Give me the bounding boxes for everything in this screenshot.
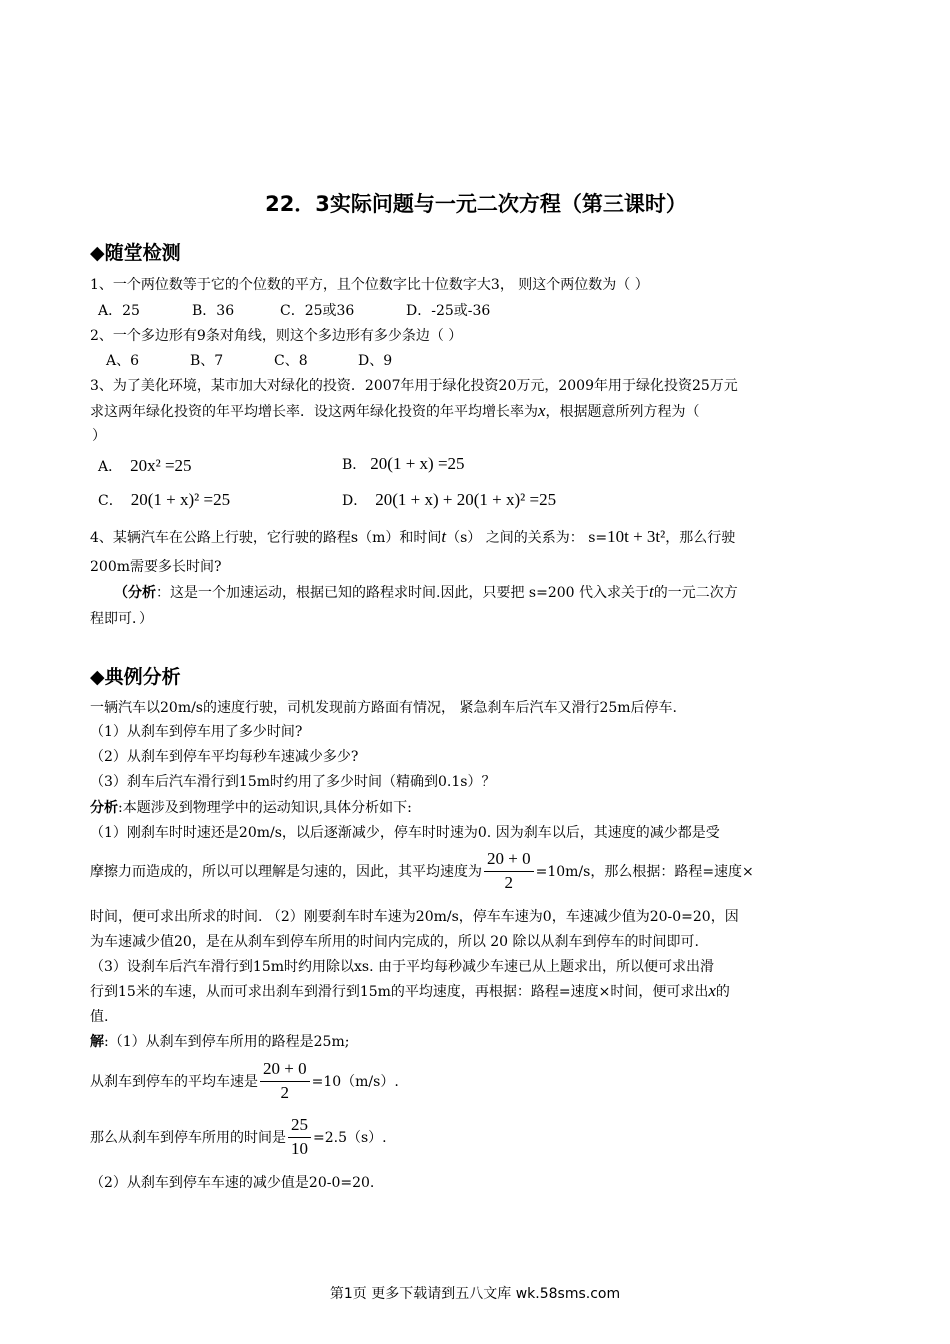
fraction-denominator: 2 — [504, 873, 514, 892]
analysis-line-3: 时间，便可求出所求的时间. （2）刚要刹车时车速为20m/s，停车车速为0，车速减少值为20-0=20，因 — [90, 909, 739, 925]
fraction-numerator: 20 + 0 — [260, 1058, 310, 1082]
question-1-option-a: A．25 — [98, 303, 140, 319]
section-heading-examples: ◆典例分析 — [90, 666, 181, 688]
question-2-text: 2、一个多边形有9条对角线，则这个多边形有多少条边（ ） — [90, 328, 463, 344]
option-label: C． — [98, 493, 123, 509]
question-1-option-d: D．-25或-36 — [406, 303, 491, 319]
fraction-time — [288, 1114, 311, 1160]
analysis-line-6a: 行到15米的车速，从而可求出刹车到滑行到15m的平均速度，再根据：路程=速度×时间，便可求出 — [90, 984, 709, 1000]
question-3-line-2 — [90, 401, 700, 421]
question-3-line-1: 3、为了美化环境，某市加大对绿化的投资．2007年用于绿化投资20万元，2009年用于绿化投资25万元 — [90, 378, 738, 394]
question-2-option-b: B、7 — [190, 353, 224, 369]
equation-b: 20(1 + x) =25 — [370, 454, 465, 473]
question-2-option-d: D、9 — [358, 353, 393, 369]
section-heading-quiz: ◆随堂检测 — [90, 242, 181, 264]
question-3-line-2a: 求这两年绿化投资的年平均增长率．设这两年绿化投资的年平均增长率为 — [90, 404, 538, 420]
fraction-denominator: 2 — [280, 1083, 290, 1102]
distance-equation: 10t + 3t² — [607, 527, 666, 546]
hint-label: （分析 — [114, 585, 156, 601]
question-4-line-1 — [90, 527, 735, 547]
option-label: A． — [98, 459, 123, 475]
variable-x: x — [538, 401, 546, 420]
solution-text-1: :（1）从刹车到停车所用的路程是25m; — [104, 1034, 350, 1050]
example-part-1: （1）从刹车到停车用了多少时间? — [90, 724, 303, 740]
question-1-option-b: B．36 — [192, 303, 235, 319]
page-title: 22．3实际问题与一元二次方程（第三课时） — [265, 192, 687, 216]
solution-text-3a: 那么从刹车到停车所用的时间是 — [90, 1130, 286, 1146]
question-4-hint-line-1 — [114, 582, 738, 602]
analysis-line-6b: 的 — [715, 984, 730, 1000]
analysis-line-2b: =10m/s，那么根据：路程=速度× — [535, 864, 754, 880]
question-4-text-a: 4、某辆汽车在公路上行驶，它行驶的路程s（m）和时间 — [90, 530, 442, 546]
fraction-average-speed — [484, 848, 534, 894]
question-3-option-a — [98, 456, 192, 476]
question-4-hint-line-2: 程即可．） — [90, 611, 153, 627]
question-3-line-3: ） — [92, 428, 106, 444]
fraction-denominator: 10 — [291, 1139, 308, 1158]
solution-text-2b: =10（m/s）. — [311, 1074, 399, 1090]
hint-text-a: ：这是一个加速运动，根据已知的路程求时间.因此，只要把 s=200 代入求关于 — [156, 585, 649, 601]
analysis-line-2 — [90, 846, 754, 896]
analysis-line-7: 值. — [90, 1009, 109, 1025]
question-2-option-c: C、8 — [274, 353, 308, 369]
analysis-line-5: （3）设刹车后汽车滑行到15m时约用除以xs. 由于平均每秒减少车速已从上题求出，所以便可求出滑 — [90, 959, 714, 975]
solution-line-2 — [90, 1056, 399, 1106]
analysis-line-6 — [90, 981, 730, 1001]
question-4-line-2: 200m需要多长时间? — [90, 559, 222, 575]
fraction-average-speed-solution — [260, 1058, 310, 1104]
analysis-label: 分析 — [90, 800, 118, 816]
question-4-text-b: （s） 之间的关系为： s= — [446, 530, 608, 546]
question-3-line-2b: ，根据题意所列方程为（ — [545, 404, 700, 420]
analysis-line-1: （1）刚刹车时时速还是20m/s，以后逐渐减少，停车时时速为0. 因为刹车以后，其速度的减少都是受 — [90, 825, 720, 841]
option-label: D． — [342, 493, 368, 509]
example-part-3: （3）刹车后汽车滑行到15m时约用了多少时间（精确到0.1s）？ — [90, 774, 496, 790]
solution-text-3b: =2.5（s）. — [313, 1130, 387, 1146]
analysis-text: :本题涉及到物理学中的运动知识,具体分析如下: — [118, 800, 412, 816]
solution-line-4: （2）从刹车到停车车速的减少值是20-0=20. — [90, 1175, 375, 1191]
fraction-numerator: 25 — [288, 1114, 311, 1138]
question-3-option-c — [98, 490, 230, 510]
page-footer: 第1页 更多下载请到五八文库 wk.58sms.com — [329, 1286, 621, 1302]
question-3-option-d — [342, 490, 556, 510]
example-intro: 一辆汽车以20m/s的速度行驶，司机发现前方路面有情况， 紧急刹车后汽车又滑行25m后停车. — [90, 700, 677, 716]
variable-t: t — [649, 582, 654, 601]
example-part-2: （2）从刹车到停车平均每秒车速减少多少? — [90, 749, 359, 765]
fraction-numerator: 20 + 0 — [484, 848, 534, 872]
analysis-line-2a: 摩擦力而造成的，所以可以理解是匀速的，因此，其平均速度为 — [90, 864, 482, 880]
equation-c: 20(1 + x)² =25 — [130, 490, 231, 509]
option-label: B． — [342, 457, 367, 473]
question-4-text-c: ，那么行驶 — [665, 530, 736, 546]
solution-line-1 — [90, 1031, 349, 1051]
variable-x: x — [708, 981, 716, 1000]
solution-line-3 — [90, 1112, 387, 1162]
solution-label: 解 — [90, 1034, 104, 1050]
hint-text-b: 的一元二次方 — [653, 585, 738, 601]
solution-text-2a: 从刹车到停车的平均车速是 — [90, 1074, 258, 1090]
question-2-option-a: A、6 — [106, 353, 140, 369]
analysis-intro — [90, 797, 412, 817]
variable-t: t — [441, 527, 447, 546]
question-3-option-b — [342, 454, 465, 474]
question-1-text: 1、一个两位数等于它的个位数的平方，且个位数字比十位数字大3， 则这个两位数为（ ） — [90, 277, 649, 293]
equation-a: 20x² =25 — [130, 456, 192, 475]
analysis-line-4: 为车速减少值20，是在从刹车到停车所用的时间内完成的，所以 20 除以从刹车到停车的时间即可. — [90, 934, 699, 950]
question-1-option-c: C．25或36 — [280, 303, 355, 319]
equation-d: 20(1 + x) + 20(1 + x)² =25 — [375, 490, 557, 509]
